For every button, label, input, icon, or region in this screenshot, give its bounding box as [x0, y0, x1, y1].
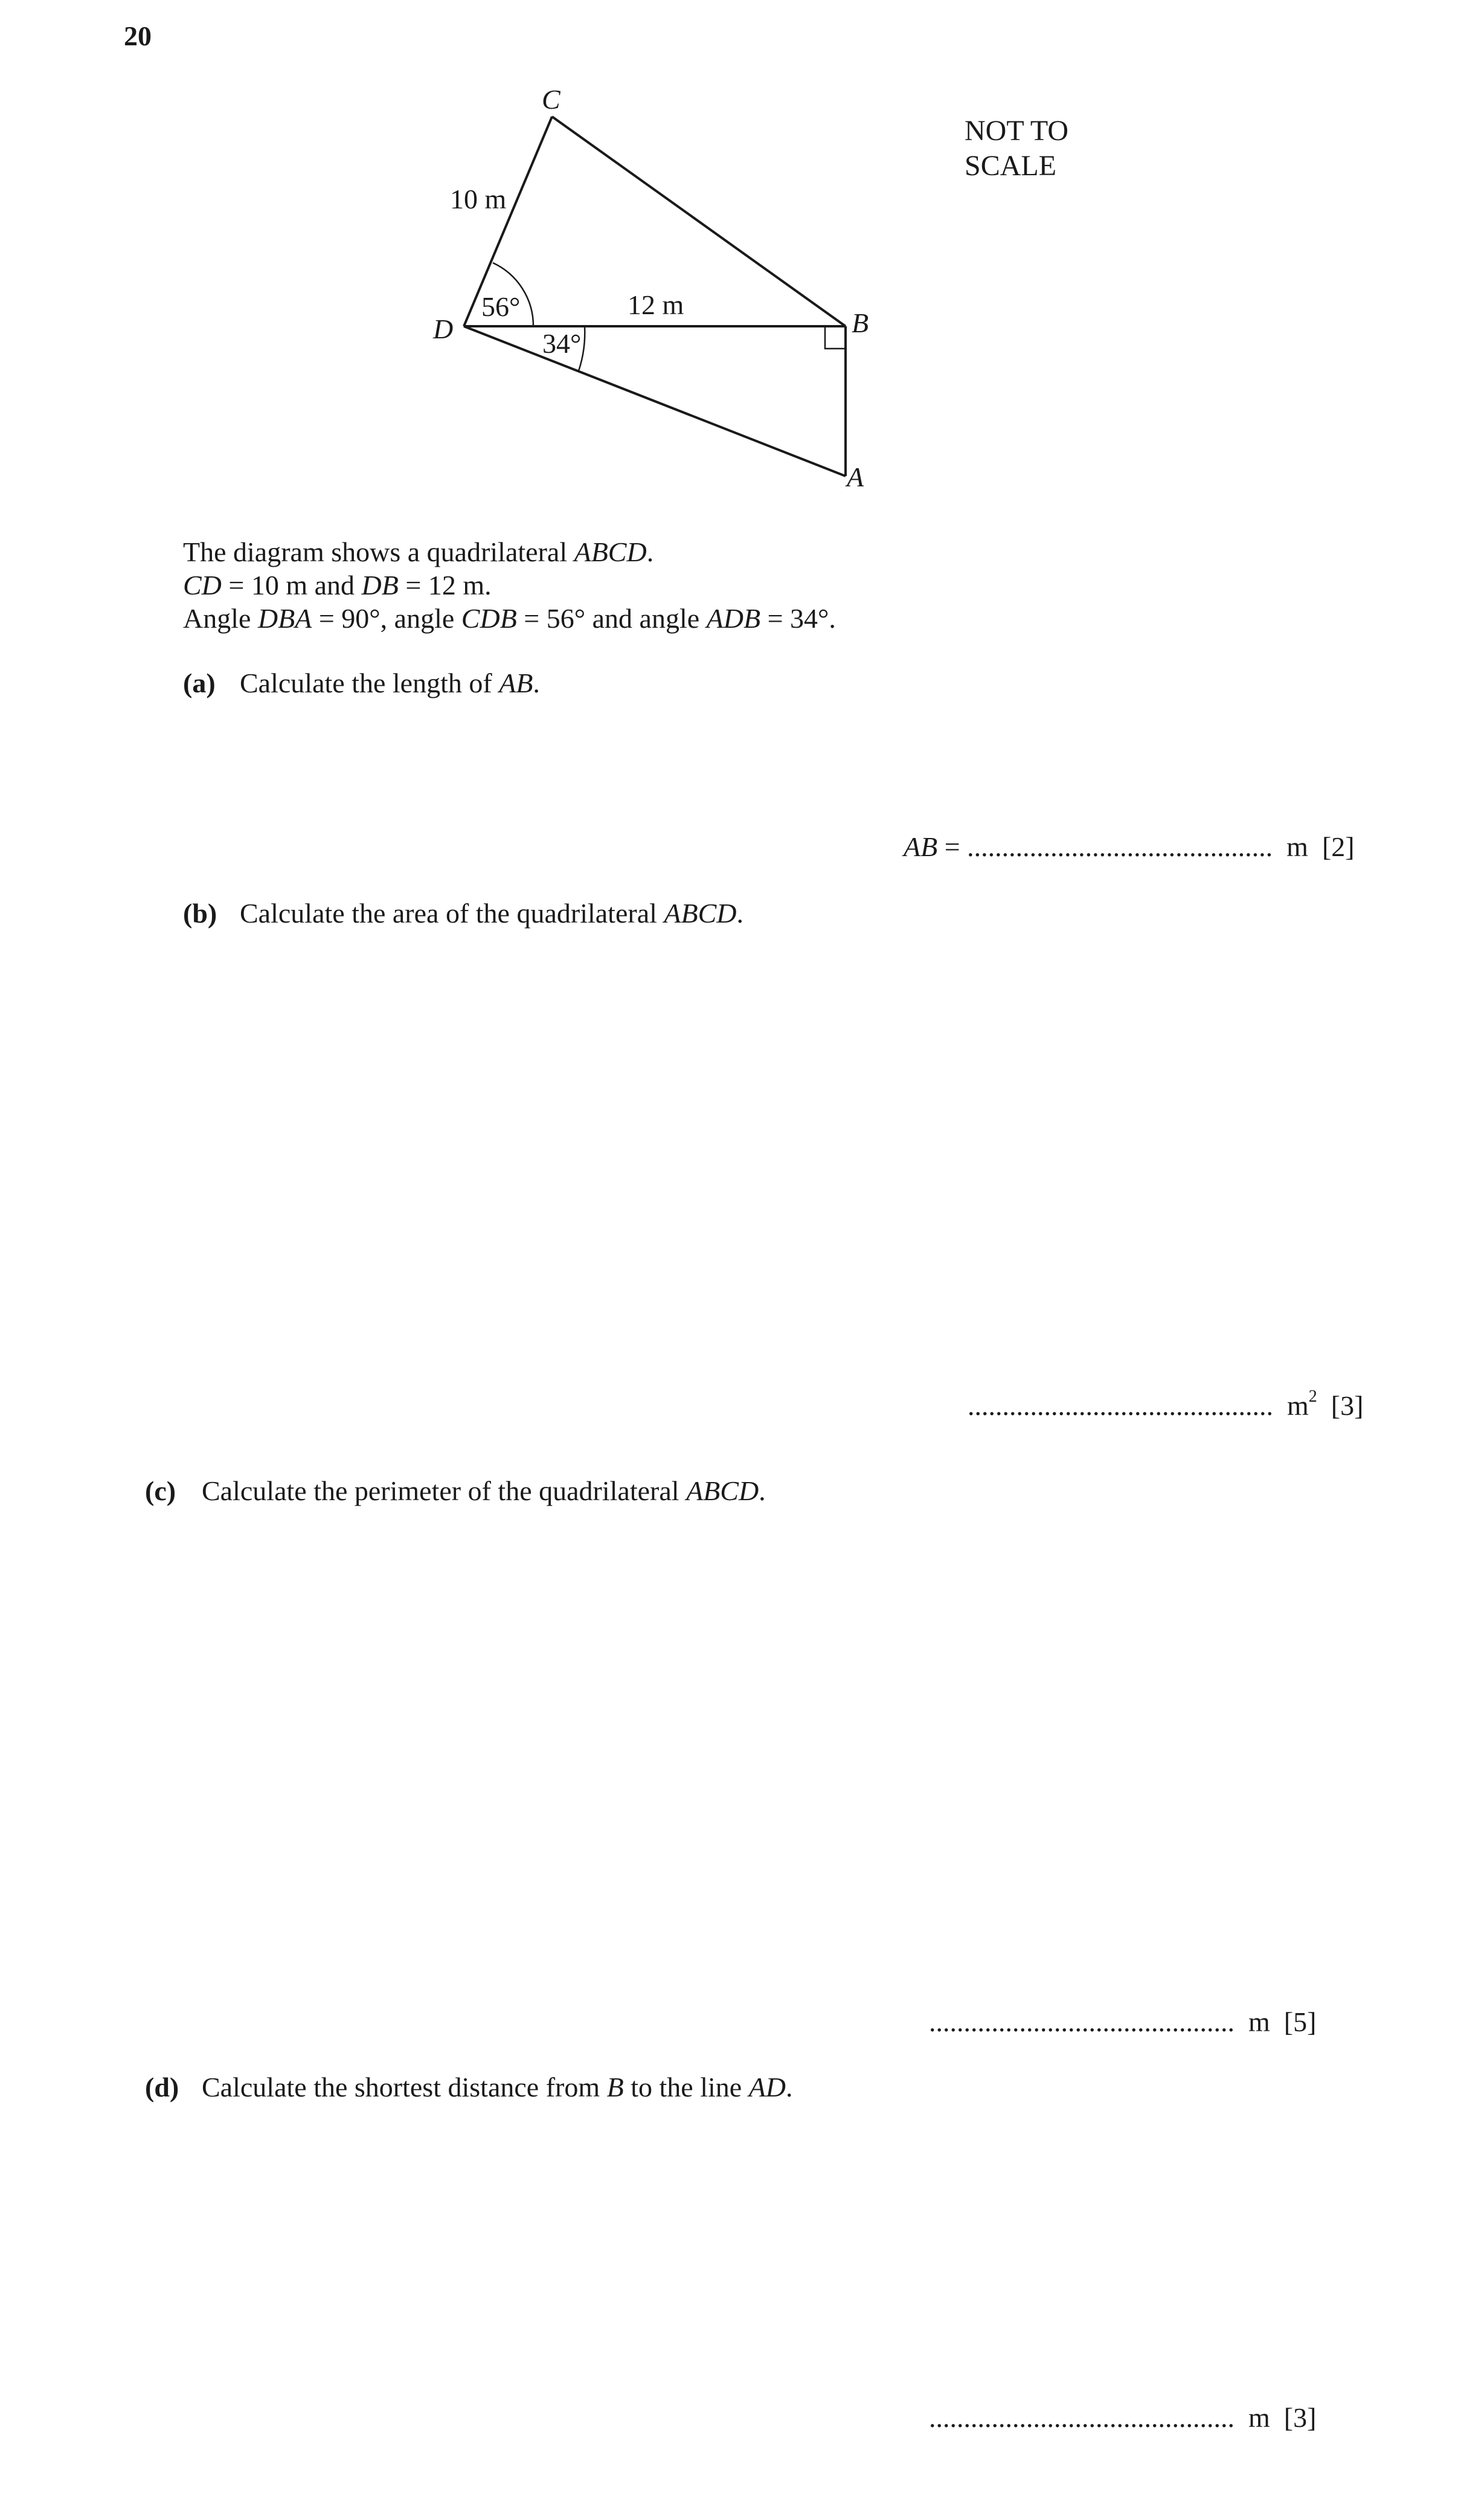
question-part-c: (c) Calculate the perimeter of the quadrilateral ABCD.	[145, 1475, 766, 1506]
quadrilateral-diagram	[0, 0, 1461, 544]
not-to-scale-note: NOT TO SCALE	[965, 115, 1069, 182]
label-cd-length: 10 m	[450, 184, 507, 214]
question-part-a: (a) Calculate the length of AB.	[183, 668, 540, 698]
intro-line-1: The diagram shows a quadrilateral ABCD.	[183, 537, 654, 567]
label-db-length: 12 m	[628, 289, 684, 320]
intro-paragraph	[183, 535, 836, 635]
intro-line-2: CD = 10 m and DB = 12 m.	[183, 570, 492, 601]
side-cb	[552, 117, 846, 326]
right-angle-marker	[825, 326, 846, 349]
answer-line-c[interactable]: ............................................ m [5]	[929, 2006, 1317, 2037]
intro-line-3: Angle DBA = 90°, angle CDB = 56° and angle ADB = 34°.	[183, 603, 836, 634]
label-b: B	[852, 308, 869, 338]
side-da	[464, 326, 846, 476]
label-c: C	[542, 84, 560, 115]
label-angle-cdb: 56°	[481, 291, 521, 322]
answer-line-a[interactable]: AB = ............................................ m [2]	[904, 831, 1355, 862]
answer-line-d[interactable]: ............................................ m [3]	[929, 2402, 1317, 2433]
answer-line-b[interactable]: ............................................ $m^2$ [3]	[968, 1387, 1364, 1421]
question-part-b: (b) Calculate the area of the quadrilateral ABCD.	[183, 898, 744, 929]
label-d: D	[433, 314, 454, 344]
label-a: A	[847, 462, 864, 492]
label-angle-adb: 34°	[542, 328, 582, 359]
question-number: 20	[124, 21, 152, 51]
question-part-d: (d) Calculate the shortest distance from B to the line AD.	[145, 2072, 793, 2103]
